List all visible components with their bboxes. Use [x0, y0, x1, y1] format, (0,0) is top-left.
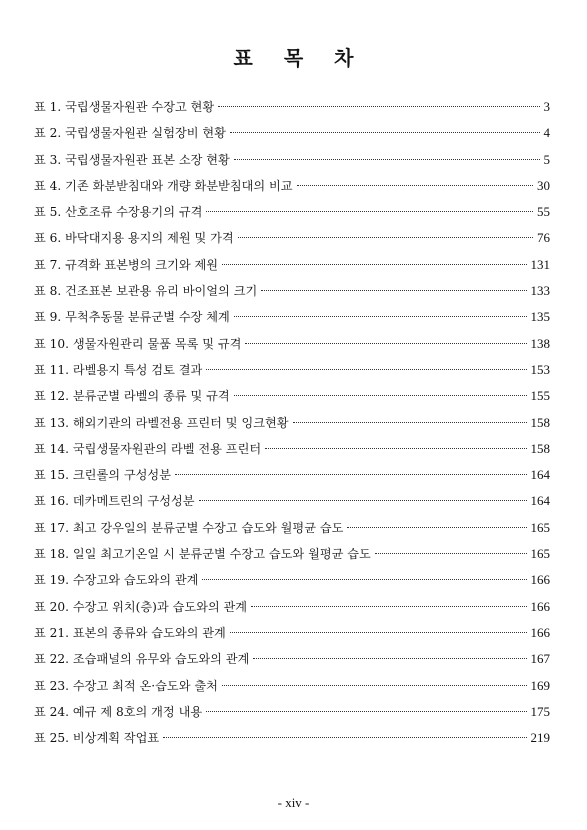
toc-entry-label: 표 5. 산호조류 수장용기의 규격	[34, 205, 203, 220]
dot-leader	[375, 553, 527, 554]
toc-entry[interactable]	[34, 304, 550, 330]
toc-entry[interactable]	[34, 383, 550, 409]
toc-entry[interactable]	[34, 173, 550, 199]
toc-entry[interactable]	[34, 252, 550, 278]
toc-entry-label: 표 1. 국립생물자원관 수장고 현황	[34, 100, 215, 114]
toc-entry-label: 표 15. 크린롤의 구성성분	[34, 468, 171, 483]
toc-entry[interactable]	[34, 436, 550, 462]
toc-entry[interactable]	[34, 278, 550, 304]
toc-entry-label: 표 6. 바닥대지용 용지의 제원 및 가격	[34, 231, 234, 246]
toc-entry-label: 표 13. 해외기관의 라벨전용 프린터 및 잉크현황	[34, 415, 289, 430]
toc-entry-page-number: 133	[530, 283, 550, 299]
toc-entry-page-number: 138	[530, 335, 550, 351]
dot-leader	[234, 316, 527, 317]
toc-entry[interactable]	[34, 673, 550, 699]
dot-leader	[218, 106, 539, 107]
toc-entry-label: 표 24. 예규 제 8호의 개정 내용	[34, 704, 203, 719]
toc-entry-label: 표 14. 국립생물자원관의 라벨 전용 프린터	[34, 441, 262, 456]
toc-entry[interactable]	[34, 725, 550, 751]
toc-entry[interactable]	[34, 331, 550, 357]
dot-leader	[230, 132, 540, 133]
toc-entry-page-number: 169	[530, 677, 550, 693]
dot-leader	[175, 474, 527, 475]
toc-entry[interactable]	[34, 225, 550, 251]
toc-entry-label: 표 21. 표본의 종류와 습도와의 관계	[34, 625, 226, 640]
toc-entry-page-number: 219	[530, 730, 550, 746]
toc-entry[interactable]	[34, 541, 550, 567]
dot-leader	[347, 527, 526, 528]
toc-entry-label: 표 16. 데카메트린의 구성성분	[34, 494, 195, 509]
toc-entry-page-number: 166	[530, 624, 550, 640]
toc-entry[interactable]	[34, 620, 550, 646]
toc-entry-page-number: 30	[537, 177, 550, 193]
toc-entry-label: 표 19. 수장고와 습도와의 관계	[34, 573, 199, 588]
toc-entry[interactable]	[34, 199, 550, 225]
dot-leader	[199, 500, 527, 501]
toc-entry-page-number: 5	[543, 151, 550, 167]
dot-leader	[234, 395, 527, 396]
toc-entry-page-number: 158	[530, 440, 550, 456]
toc-entry-label: 표 2. 국립생물자원관 실험장비 현황	[34, 126, 226, 141]
toc-entry-label: 표 10. 생물자원관리 물품 목록 및 규격	[34, 336, 242, 351]
toc-entry-page-number: 76	[537, 230, 550, 246]
dot-leader	[251, 606, 526, 607]
toc-entry-label: 표 7. 규격화 표본병의 크기와 제원	[34, 257, 219, 272]
toc-entry-label: 표 25. 비상계획 작업표	[34, 731, 160, 746]
toc-entry-label: 표 11. 라벨용지 특성 검토 결과	[34, 362, 203, 377]
toc-entry[interactable]	[34, 646, 550, 672]
dot-leader	[253, 658, 526, 659]
dot-leader	[293, 422, 527, 423]
toc-entry-label: 표 12. 분류군별 라벨의 종류 및 규격	[34, 389, 230, 404]
toc-entry[interactable]	[34, 488, 550, 514]
toc-entry[interactable]	[34, 699, 550, 725]
dot-leader	[206, 211, 533, 212]
dot-leader	[163, 737, 526, 738]
toc-entry-page-number: 153	[530, 361, 550, 377]
dot-leader	[206, 711, 526, 712]
dot-leader	[230, 632, 527, 633]
toc-entry-label: 표 3. 국립생물자원관 표본 소장 현황	[34, 152, 230, 167]
dot-leader	[202, 579, 526, 580]
dot-leader	[222, 264, 526, 265]
toc-entry[interactable]	[34, 120, 550, 146]
toc-entry[interactable]	[34, 410, 550, 436]
toc-entry-page-number: 155	[530, 388, 550, 404]
toc-entry-label: 표 23. 수장고 최적 온·습도와 출처	[34, 678, 218, 693]
toc-entry[interactable]	[34, 94, 550, 120]
toc-entry-page-number: 165	[530, 519, 550, 535]
dot-leader	[265, 448, 526, 449]
table-of-contents	[34, 94, 550, 751]
toc-entry-label: 표 17. 최고 강우일의 분류군별 수장고 습도와 월평균 습도	[34, 520, 344, 535]
page-title: 표 목 차	[233, 46, 366, 70]
toc-entry-page-number: 135	[530, 309, 550, 325]
dot-leader	[238, 237, 533, 238]
toc-entry-page-number: 3	[543, 99, 550, 114]
toc-entry-page-number: 131	[530, 256, 550, 272]
toc-entry[interactable]	[34, 147, 550, 173]
toc-entry-label: 표 9. 무척추동물 분류군별 수장 체계	[34, 310, 230, 325]
toc-entry-label: 표 22. 조습패널의 유무와 습도와의 관계	[34, 652, 250, 667]
toc-entry[interactable]	[34, 357, 550, 383]
toc-entry-page-number: 158	[530, 414, 550, 430]
dot-leader	[261, 290, 526, 291]
toc-entry[interactable]	[34, 515, 550, 541]
toc-entry[interactable]	[34, 594, 550, 620]
toc-entry-page-number: 164	[530, 467, 550, 483]
dot-leader	[245, 343, 526, 344]
toc-entry-page-number: 167	[530, 651, 550, 667]
toc-entry-page-number: 4	[543, 125, 550, 141]
toc-entry-label: 표 20. 수장고 위치(층)과 습도와의 관계	[34, 599, 248, 614]
toc-entry-label: 표 18. 일일 최고기온일 시 분류군별 수장고 습도와 월평균 습도	[34, 547, 371, 562]
toc-entry-label: 표 8. 건조표본 보관용 유리 바이얼의 크기	[34, 284, 258, 299]
dot-leader	[222, 685, 527, 686]
toc-entry-label: 표 4. 기존 화분받침대와 개량 화분받침대의 비교	[34, 178, 293, 193]
page-number-footer: - xiv -	[277, 795, 310, 810]
toc-entry-page-number: 166	[530, 598, 550, 614]
toc-entry[interactable]	[34, 462, 550, 488]
dot-leader	[234, 159, 540, 160]
toc-entry-page-number: 165	[530, 546, 550, 562]
toc-entry-page-number: 164	[530, 493, 550, 509]
dot-leader	[206, 369, 526, 370]
toc-entry-page-number: 175	[530, 703, 550, 719]
toc-entry-page-number: 166	[530, 572, 550, 588]
dot-leader	[297, 185, 533, 186]
toc-entry[interactable]	[34, 567, 550, 593]
toc-entry-page-number: 55	[537, 204, 550, 220]
